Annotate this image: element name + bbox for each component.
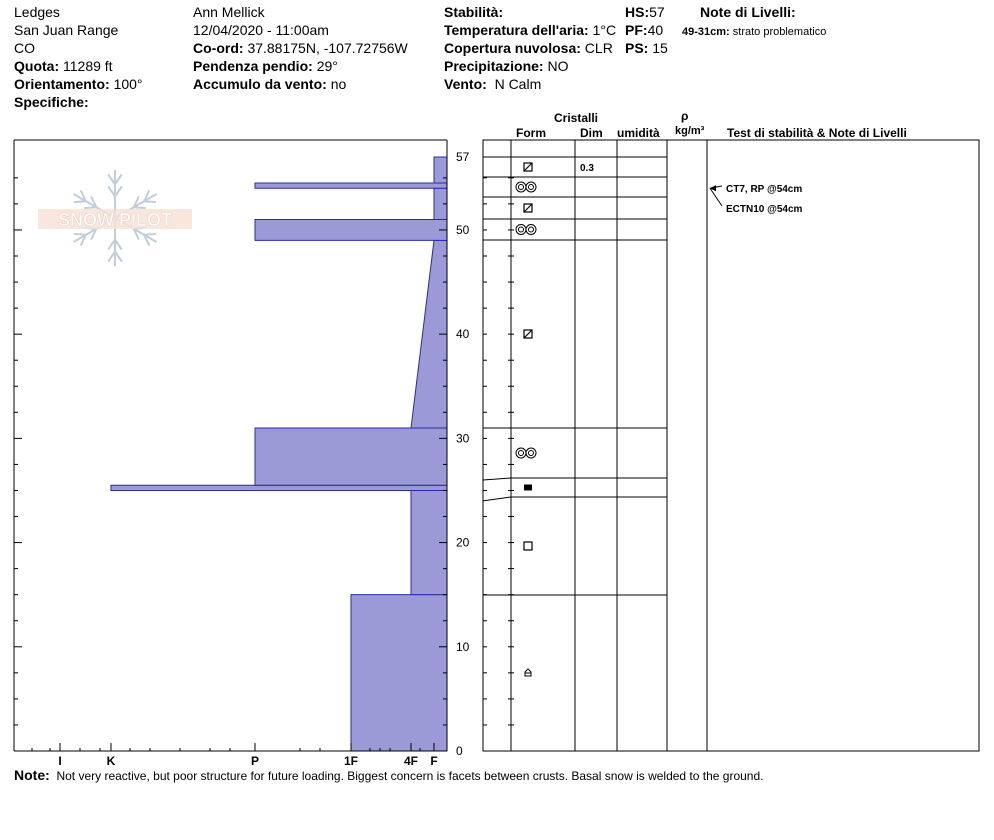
cloud-label: Copertura nuvolosa: (444, 40, 581, 56)
faceted-icon (524, 542, 532, 550)
col-cristalli: Cristalli (554, 111, 599, 125)
col-tests: Test di stabilità & Note di Livelli (727, 126, 907, 140)
layer-leader-line (483, 497, 511, 501)
col-rho: ρ (681, 109, 689, 123)
col-umidita: umidità (617, 126, 660, 140)
y-tick-label: 20 (456, 535, 470, 550)
precip-value: NO (547, 58, 569, 74)
faceted-rounded-icon (524, 204, 532, 212)
x-tick-label: 1F (343, 754, 359, 768)
melt-forms-icon (519, 227, 524, 232)
melt-forms-icon (519, 451, 524, 456)
orientation-label: Orientamento: (14, 76, 110, 92)
grain-size-label: 0.3 (580, 163, 594, 174)
observer-name: Ann Mellick (193, 4, 265, 20)
melt-forms-icon (529, 451, 534, 456)
ice-formation-icon (524, 485, 532, 491)
y-tick-label: 40 (456, 327, 470, 342)
hardness-bar (255, 428, 447, 485)
stability-label: Stabilità: (444, 4, 504, 20)
quota-value: 11289 ft (63, 58, 113, 74)
melt-forms-icon (516, 225, 526, 235)
y-tick-label: 10 (456, 639, 470, 654)
melt-forms-icon (529, 227, 534, 232)
x-tick-label: 4F (403, 754, 419, 768)
cloud-value: CLR (584, 40, 613, 56)
precip-label: Precipitazione: (444, 58, 544, 74)
note-label: Note: (14, 767, 50, 783)
faceted-rounded-icon (524, 330, 532, 338)
layer-notes-label: Note di Livelli: (700, 4, 796, 20)
pf-label: PF: (625, 22, 648, 38)
x-tick-label: K (106, 754, 116, 768)
state-name: CO (14, 40, 35, 56)
melt-forms-icon (526, 182, 536, 192)
melt-forms-icon (526, 225, 536, 235)
hardness-bar (111, 485, 447, 490)
range-name: San Juan Range (14, 22, 119, 38)
melt-forms-icon (526, 448, 536, 458)
wind-value: N Calm (494, 76, 542, 92)
hardness-bar (255, 183, 447, 188)
stability-test-label: ECTN10 @54cm (726, 204, 803, 215)
hardness-bar (434, 157, 447, 183)
layer-note-range: 49-31cm: (682, 26, 730, 38)
hardness-bar (255, 220, 447, 241)
grain-table-frame (483, 140, 979, 751)
hardness-bar (351, 595, 447, 751)
x-tick-label: P (250, 754, 260, 768)
location-name: Ledges (14, 4, 60, 20)
stability-test-label: CT7, RP @54cm (726, 184, 803, 195)
note-text: Not very reactive, but poor structure for future loading. Biggest concern is facets between crusts. Basal snow is welded to the ground. (56, 769, 764, 783)
layer-note-text: strato problematico (732, 26, 827, 38)
melt-forms-icon (529, 185, 534, 190)
ps-label: PS: (625, 40, 649, 56)
hs-label: HS: (625, 4, 650, 20)
wind-label: Vento: (444, 76, 487, 92)
col-dim: Dim (580, 126, 603, 140)
snowpilot-logo (38, 170, 192, 266)
col-form: Form (516, 126, 546, 140)
quota-label: Quota: (14, 58, 60, 74)
x-tick-label: F (430, 754, 438, 768)
layer-leader-line (483, 478, 511, 480)
specifiche-label: Specifiche: (14, 94, 89, 110)
melt-forms-icon (519, 185, 524, 190)
y-tick-label: 30 (456, 431, 470, 446)
coord-label: Co-ord: (193, 40, 244, 56)
coord-value: 37.88175N, -107.72756W (247, 40, 408, 56)
air-temp-value: 1°C (592, 22, 617, 38)
hs-value: 57 (649, 4, 665, 20)
ps-value: 15 (652, 40, 668, 56)
air-temp-label: Temperatura dell'aria: (444, 22, 589, 38)
x-tick-label: I (58, 754, 62, 768)
y-tick-label: 57 (456, 150, 470, 164)
observation-datetime: 12/04/2020 - 11:00am (193, 22, 329, 38)
col-density-unit: kg/m³ (675, 125, 705, 137)
logo-text: SNOW PILOT (58, 210, 172, 230)
y-tick-label: 0 (456, 744, 463, 758)
wind-load-value: no (330, 76, 347, 92)
faceted-rounded-icon (524, 163, 532, 171)
pf-value: 40 (647, 22, 664, 38)
melt-forms-icon (516, 182, 526, 192)
wind-load-label: Accumulo da vento: (193, 76, 327, 92)
note-row (14, 767, 764, 783)
melt-forms-icon (516, 448, 526, 458)
y-tick-label: 50 (456, 222, 470, 237)
slope-label: Pendenza pendio: (193, 58, 313, 74)
orientation-value: 100° (113, 76, 143, 92)
slope-value: 29° (316, 58, 338, 74)
depth-hoar-icon (525, 669, 531, 676)
